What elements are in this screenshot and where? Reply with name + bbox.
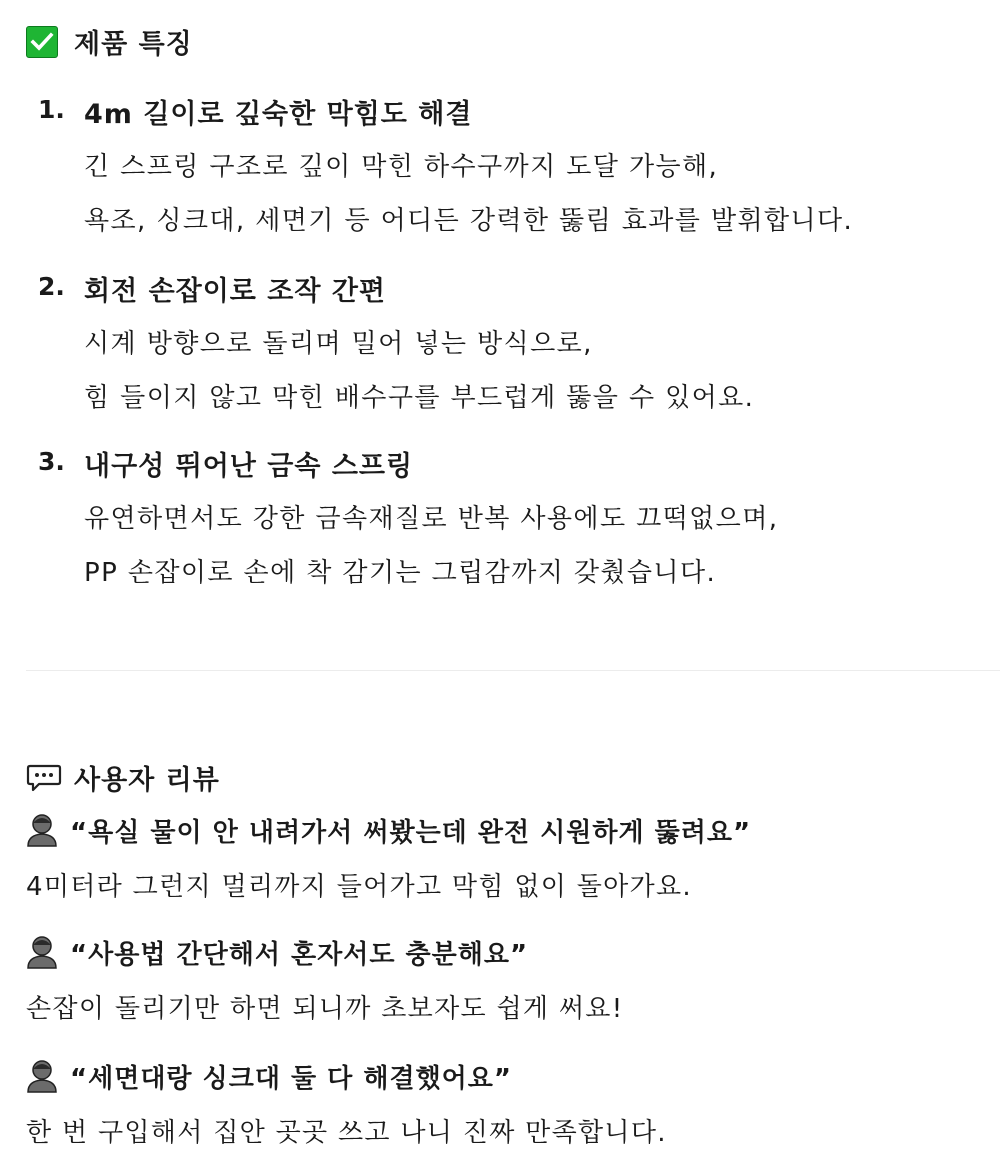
features-title: 제품 특징: [74, 29, 193, 60]
review-quote: “욕실 물이 안 내려가서 써봤는데 완전 시원하게 뚫려요”: [70, 818, 752, 848]
review-quote: “세면대랑 싱크대 둘 다 해결했어요”: [70, 1064, 513, 1094]
person-icon: [26, 813, 58, 847]
features-heading: [26, 22, 193, 61]
review-body: 4미터라 그런지 멀리까지 들어가고 막힘 없이 돌아가요.: [26, 872, 692, 902]
review-body: 손잡이 돌리기만 하면 되니까 초보자도 쉽게 써요!: [26, 994, 624, 1024]
feature-description-line: 시계 방향으로 돌리며 밀어 넣는 방식으로,: [84, 329, 593, 359]
person-icon: [26, 935, 58, 969]
feature-number: 1.: [38, 95, 65, 124]
feature-description-line: 욕조, 싱크대, 세면기 등 어디든 강력한 뚫림 효과를 발휘합니다.: [84, 206, 854, 236]
feature-description-line: 유연하면서도 강한 금속재질로 반복 사용에도 끄떡없으며,: [84, 504, 779, 534]
feature-title: 회전 손잡이로 조작 간편: [84, 276, 387, 307]
feature-title: 4m 길이로 깊숙한 막힘도 해결: [84, 99, 473, 130]
reviews-heading: [26, 758, 220, 797]
review-quote: “사용법 간단해서 혼자서도 충분해요”: [70, 940, 529, 970]
feature-description-line: 힘 들이지 않고 막힌 배수구를 부드럽게 뚫을 수 있어요.: [84, 383, 755, 413]
check-mark-icon: [26, 26, 58, 58]
feature-description-line: 긴 스프링 구조로 깊이 막힌 하수구까지 도달 가능해,: [84, 152, 719, 182]
review-body: 한 번 구입해서 집안 곳곳 쓰고 나니 진짜 만족합니다.: [26, 1118, 667, 1148]
speech-bubble-icon: [26, 763, 62, 793]
feature-number: 2.: [38, 272, 65, 301]
person-icon: [26, 1059, 58, 1093]
feature-number: 3.: [38, 447, 65, 476]
feature-title: 내구성 뛰어난 금속 스프링: [84, 451, 414, 482]
feature-description-line: PP 손잡이로 손에 착 감기는 그립감까지 갖췄습니다.: [84, 558, 717, 588]
reviews-title: 사용자 리뷰: [74, 765, 220, 796]
section-divider: [26, 670, 1000, 671]
